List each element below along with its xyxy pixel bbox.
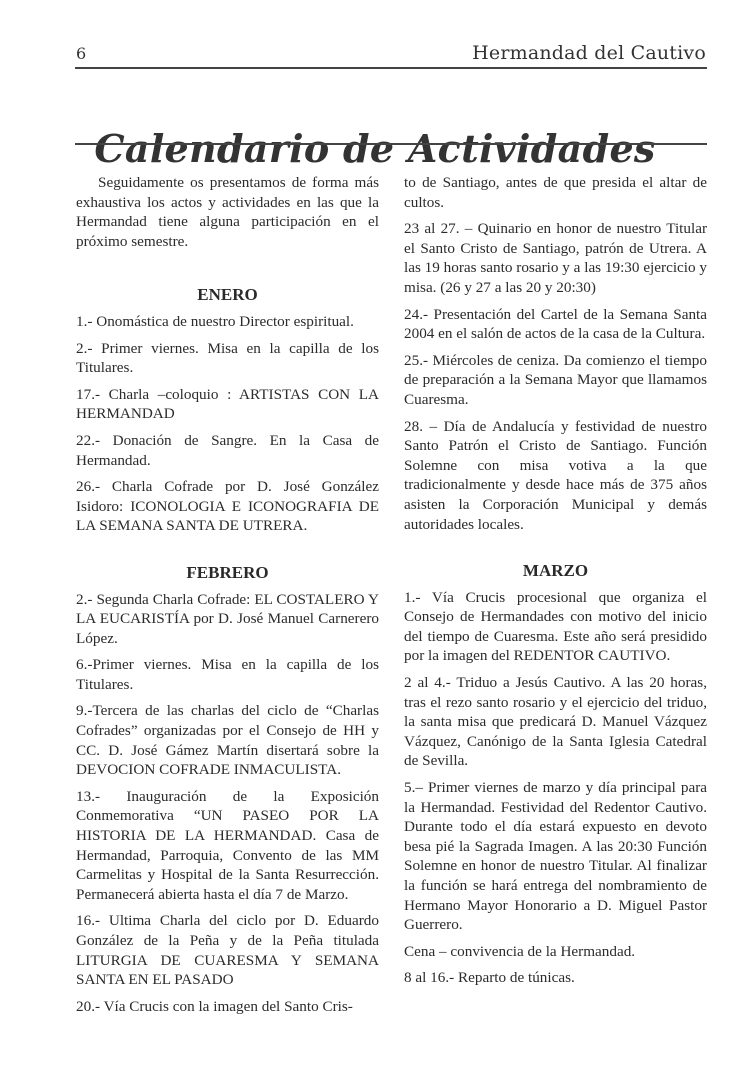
right-column <box>404 173 707 995</box>
list-item: 8 al 16.- Reparto de túnicas. <box>404 969 575 987</box>
list-item: 28. – Día de Andalucía y festividad de nuestro Santo Patrón el Cristo de Santiago. Función Solemne con misa votiva a la que tradicionalmente y desde hace más de 375 años asisten la Corporación Municipal y demás autoridades locales. <box>404 417 707 533</box>
page-title: Calendario de Actividades <box>94 126 656 172</box>
list-item: 23 al 27. – Quinario en honor de nuestro Titular el Santo Cristo de Santiago, patrón de Utrera. A las 19 horas santo rosario y a las 19:30 ejercicio y misa. (26 y 27 a las 20 y 20:30) <box>404 220 707 296</box>
list-item: 5.– Primer viernes de marzo y día principal para la Hermandad. Festividad del Redentor Cautivo. Durante todo el día estará expuesto en devoto besa pié la Sagrada Imagen. A las 20:30 Función Solemne en honor de nuestro Titular. Al finalizar la función se hará entrega del nombramiento de Hermano Mayor Honorario a D. Miguel Pastor Guerrero. <box>404 779 707 934</box>
list-item: 2 al 4.- Triduo a Jesús Cautivo. A las 20 horas, tras el rezo santo rosario y el ejercicio del triduo, la santa misa que predicará D. Manuel Vázquez Vázquez, Canónigo de la Santa Iglesia Catedral de Sevilla. <box>404 674 707 770</box>
intro-paragraph: Seguidamente os presentamos de forma más exhaustiva los actos y actividades en las que la Hermandad tiene alguna participación en el próximo semestre. <box>76 174 379 250</box>
list-item: 16.- Ultima Charla del ciclo por D. Eduardo González de la Peña y de la Peña titulada LITURGIA DE CUARESMA Y SEMANA SANTA EN EL PASADO <box>76 912 379 989</box>
list-item: 2.- Segunda Charla Cofrade: EL COSTALERO Y LA EUCARISTÍA por D. José Manuel Carnerero López. <box>76 590 379 647</box>
list-item: 1.- Vía Crucis procesional que organiza el Consejo de Hermandades con motivo del inicio del tiempo de Cuaresma. Este año será presidido por la imagen del REDENTOR CAUTIVO. <box>404 588 707 665</box>
list-item: 2.- Primer viernes. Misa en la capilla de los Titulares. <box>76 339 379 377</box>
left-column <box>76 173 379 1023</box>
list-item: 13.- Inauguración de la Exposición Conmemorativa “UN PASEO POR LA HISTORIA DE LA HERMANDAD. Casa de Hermandad, Parroquia, Convento de las MM Carmelitas y Hospital de la Santa Resurrección. Permanecerá abierta hasta el día 7 de Marzo. <box>76 787 379 903</box>
title-rule <box>75 143 707 145</box>
list-item: 22.- Donación de Sangre. En la Casa de Hermandad. <box>76 431 379 469</box>
running-head: Hermandad del Cautivo <box>472 42 706 64</box>
month-heading-enero: ENERO <box>197 285 258 305</box>
list-item: 25.- Miércoles de ceniza. Da comienzo el tiempo de preparación a la Semana Mayor que llamamos Cuaresma. <box>404 351 707 408</box>
month-heading-febrero: FEBRERO <box>186 562 269 582</box>
list-item: 26.- Charla Cofrade por D. José González Isidoro: ICONOLOGIA E ICONOGRAFIA DE LA SEMANA SANTA DE UTRERA. <box>76 478 379 535</box>
list-item: 17.- Charla –coloquio : ARTISTAS CON LA HERMANDAD <box>76 385 379 423</box>
list-item-continued: 20.- Vía Crucis con la imagen del Santo Cris- <box>76 997 353 1015</box>
list-item: 6.-Primer viernes. Misa en la capilla de los Titulares. <box>76 656 379 693</box>
list-item-continuation: to de Santiago, antes de que presida el altar de cultos. <box>404 174 707 211</box>
page-number: 6 <box>76 44 87 63</box>
list-item: 1.- Onomástica de nuestro Director espiritual. <box>76 312 354 330</box>
list-item: 24.- Presentación del Cartel de la Semana Santa 2004 en el salón de actos de la casa de la Cultura. <box>404 305 707 343</box>
list-item: Cena – convivencia de la Hermandad. <box>404 942 636 960</box>
month-heading-marzo: MARZO <box>522 561 589 581</box>
list-item: 9.-Tercera de las charlas del ciclo de “Charlas Cofrades” organizadas por el Consejo de HH y CC. D. José Gámez Martín disertará sobre la DEVOCION COFRADE INMACULISTA. <box>76 702 379 779</box>
header-rule <box>75 67 707 69</box>
